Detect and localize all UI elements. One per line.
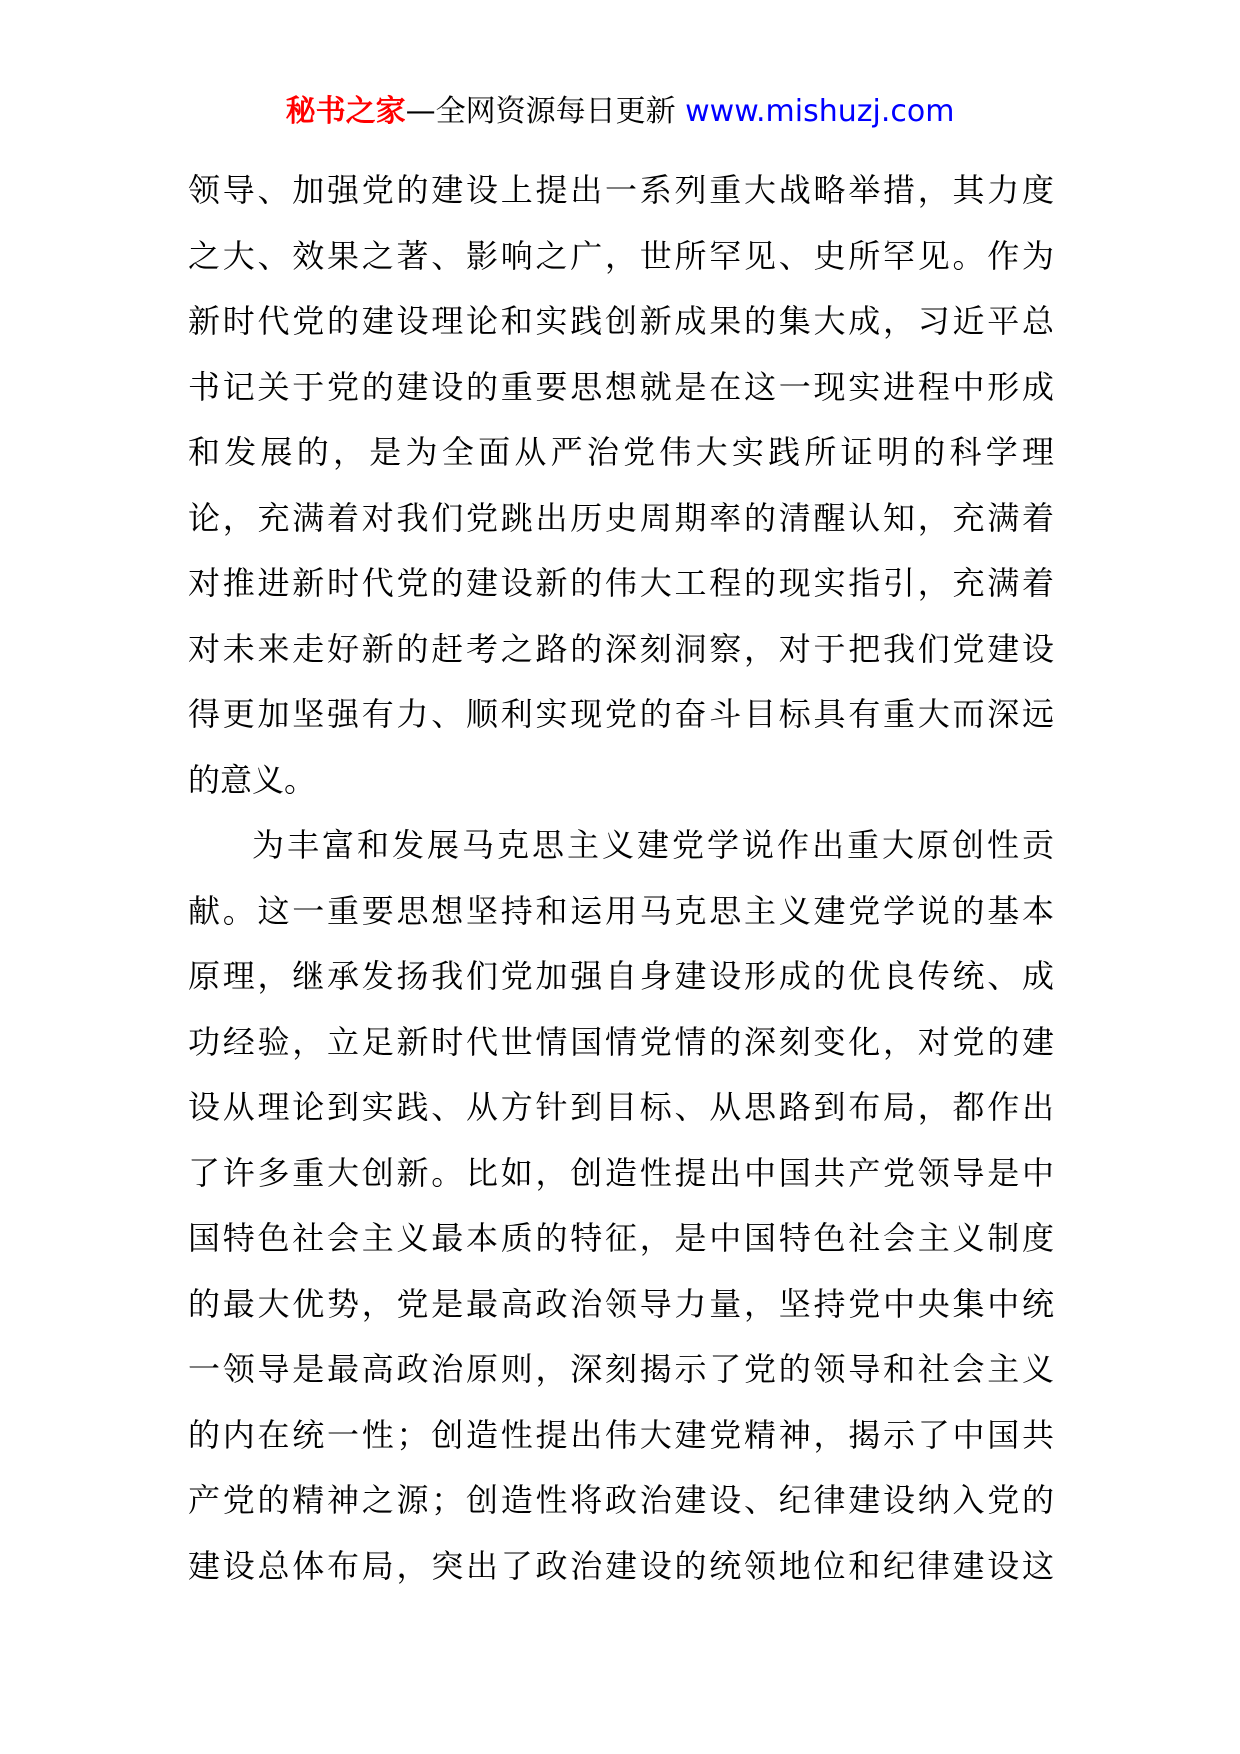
paragraph-2 <box>188 813 1054 1599</box>
text-line: 了许多重大创新。比如，创造性提出中国共产党领导是中 <box>188 1153 1054 1192</box>
text-line: 一领导是最高政治原则，深刻揭示了党的领导和社会主义 <box>188 1350 1054 1388</box>
text-line: 书记关于党的建设的重要思想就是在这一现实进程中形成 <box>188 367 1054 406</box>
text-line: 设从理论到实践、从方针到目标、从思路到布局，都作出 <box>188 1088 1054 1126</box>
site-header <box>0 92 1240 132</box>
text-line: 产党的精神之源；创造性将政治建设、纪律建设纳入党的 <box>188 1481 1054 1519</box>
text-line: 新时代党的建设理论和实践创新成果的集大成，习近平总 <box>188 302 1054 340</box>
text-line: 对推进新时代党的建设新的伟大工程的现实指引，充满着 <box>188 564 1054 602</box>
text-line: 领导、加强党的建设上提出一系列重大战略举措，其力度 <box>188 171 1054 209</box>
text-line: 建设总体布局，突出了政治建设的统领地位和纪律建设这 <box>188 1546 1054 1585</box>
document-body <box>188 158 1054 1599</box>
text-line: 对未来走好新的赶考之路的深刻洞察，对于把我们党建设 <box>188 629 1054 668</box>
site-brand: 秘书之家 <box>285 94 406 129</box>
text-line: 的内在统一性；创造性提出伟大建党精神，揭示了中国共 <box>188 1415 1054 1454</box>
text-line: 国特色社会主义最本质的特征，是中国特色社会主义制度 <box>188 1219 1054 1257</box>
text-line: 的最大优势，党是最高政治领导力量，坚持党中央集中统 <box>188 1284 1054 1323</box>
text-line: 之大、效果之著、影响之广，世所罕见、史所罕见。作为 <box>188 236 1054 275</box>
site-tagline: —全网资源每日更新 <box>405 94 676 129</box>
text-line: 论，充满着对我们党跳出历史周期率的清醒认知，充满着 <box>188 498 1054 537</box>
text-line: 的意义。 <box>188 760 317 799</box>
text-line: 得更加坚强有力、顺利实现党的奋斗目标具有重大而深远 <box>188 695 1054 733</box>
text-line: 为丰富和发展马克思主义建党学说作出重大原创性贡 <box>252 826 1054 864</box>
text-line: 功经验，立足新时代世情国情党情的深刻变化，对党的建 <box>188 1022 1054 1061</box>
text-line: 原理，继承发扬我们党加强自身建设形成的优良传统、成 <box>188 957 1054 995</box>
site-url-link[interactable]: www.mishuzj.com <box>685 94 955 129</box>
text-line: 和发展的，是为全面从严治党伟大实践所证明的科学理 <box>188 433 1054 471</box>
paragraph-1 <box>188 158 1054 813</box>
text-line: 献。这一重要思想坚持和运用马克思主义建党学说的基本 <box>188 891 1054 930</box>
